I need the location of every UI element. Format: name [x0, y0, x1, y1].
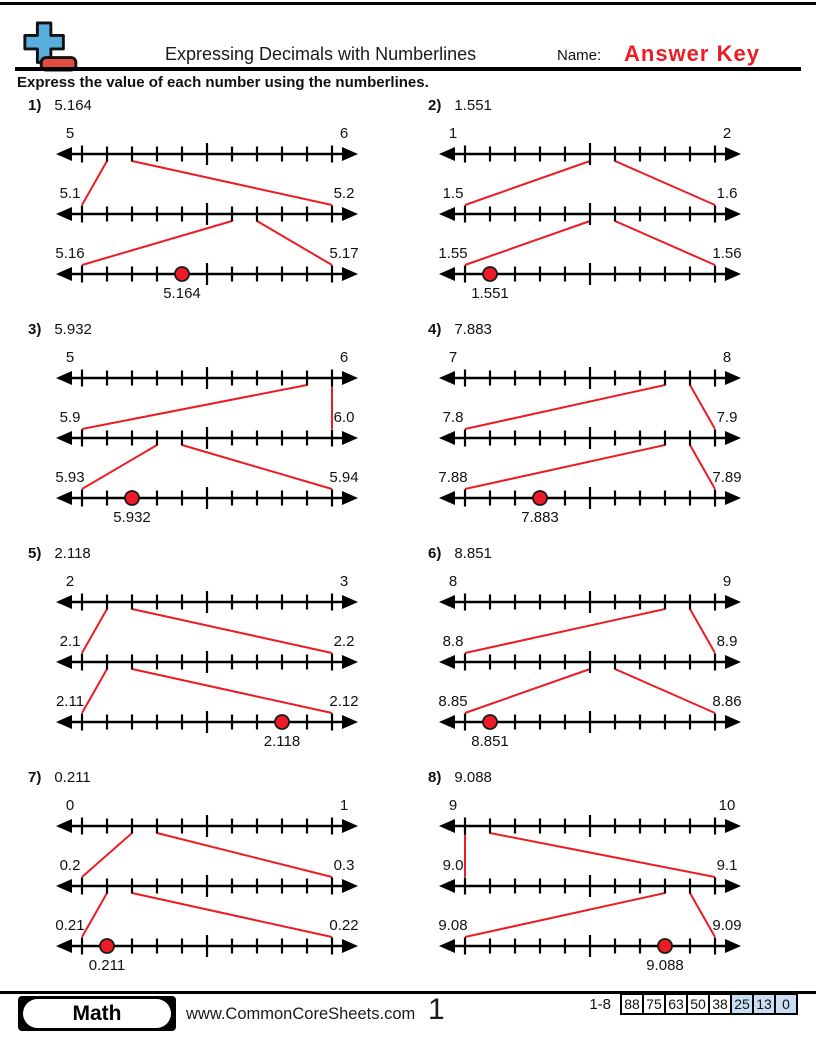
problem-value: 7.883 — [454, 321, 492, 338]
answer-label: 8.851 — [471, 733, 509, 750]
zoom-connector-right — [615, 161, 715, 205]
right-arrow-icon — [725, 595, 741, 609]
numberlines-diagram — [423, 340, 783, 532]
zoom-connector-left — [82, 669, 107, 713]
score-cell: 0 — [774, 993, 798, 1015]
problem-header — [28, 770, 400, 788]
numberline-3 — [56, 693, 359, 733]
right-arrow-icon — [725, 147, 741, 161]
answer-dot — [175, 267, 189, 281]
numberlines-diagram — [423, 788, 783, 980]
left-arrow-icon — [56, 655, 72, 669]
numberline-2 — [56, 185, 358, 225]
numberline-1 — [439, 797, 741, 837]
answer-label: 5.932 — [113, 509, 151, 526]
numberline-1 — [56, 797, 358, 837]
answer-label: 0.211 — [88, 957, 126, 974]
left-end-label: 1 — [448, 125, 458, 142]
problem-value: 2.118 — [54, 545, 91, 562]
problem-number: 8) — [428, 769, 442, 786]
answer-label: 5.164 — [163, 285, 201, 302]
problem-header — [28, 98, 400, 116]
left-end-label: 1.55 — [438, 245, 468, 262]
zoom-connector-right — [690, 385, 715, 429]
right-arrow-icon — [342, 267, 358, 281]
zoom-connector-left — [82, 161, 107, 205]
left-arrow-icon — [56, 879, 72, 893]
right-end-label: 6 — [339, 125, 349, 142]
problem-2 — [428, 98, 800, 322]
numberline-1 — [56, 125, 358, 165]
zoom-connector-right — [182, 445, 332, 489]
zoom-connector-left — [465, 161, 590, 205]
website-url: www.CommonCoreSheets.com — [186, 1005, 416, 1023]
right-end-label: 9 — [722, 573, 732, 590]
problem-header — [428, 98, 800, 116]
right-arrow-icon — [725, 491, 741, 505]
numberline-3 — [438, 917, 741, 957]
problem-value: 5.164 — [54, 97, 92, 114]
left-arrow-icon — [439, 491, 455, 505]
zoom-connector-right — [157, 833, 332, 877]
left-arrow-icon — [439, 371, 455, 385]
numberline-2 — [439, 633, 741, 673]
left-arrow-icon — [56, 267, 72, 281]
left-end-label: 2.1 — [59, 633, 81, 650]
numberline-1 — [56, 573, 358, 613]
left-end-label: 5.16 — [55, 245, 85, 262]
zoom-connector-right — [132, 893, 332, 937]
right-arrow-icon — [342, 431, 358, 445]
zoom-connector-left — [82, 385, 307, 429]
left-end-label: 9 — [448, 797, 458, 814]
left-end-label: 8.8 — [442, 633, 464, 650]
right-end-label: 5.17 — [329, 245, 359, 262]
right-end-label: 6.0 — [333, 409, 355, 426]
left-end-label: 7.88 — [438, 469, 468, 486]
problem-7 — [28, 770, 400, 994]
problem-number: 5) — [28, 545, 42, 562]
numberline-1 — [439, 125, 741, 165]
left-end-label: 0.2 — [59, 857, 81, 874]
zoom-connector-left — [465, 385, 665, 429]
numberline-3 — [55, 917, 358, 957]
left-end-label: 7.8 — [442, 409, 464, 426]
score-cell: 88 — [620, 993, 644, 1015]
answer-dot — [533, 491, 547, 505]
zoom-connector-left — [82, 893, 107, 937]
problem-number: 6) — [428, 545, 442, 562]
problem-number: 2) — [428, 97, 442, 114]
left-end-label: 8 — [448, 573, 458, 590]
zoom-connector-right — [615, 221, 715, 265]
right-arrow-icon — [725, 715, 741, 729]
zoom-connector-right — [132, 609, 332, 653]
instruction-text: Express the value of each number using the numberlines. — [17, 74, 429, 91]
problem-number: 3) — [28, 321, 42, 338]
left-arrow-icon — [439, 819, 455, 833]
right-arrow-icon — [725, 371, 741, 385]
right-end-label: 5.94 — [329, 469, 359, 486]
left-end-label: 1.5 — [442, 185, 464, 202]
zoom-connector-right — [690, 893, 715, 937]
commoncoresheets-logo-icon — [16, 20, 78, 72]
right-end-label: 2.12 — [329, 693, 359, 710]
zoom-connector-right — [690, 445, 715, 489]
right-arrow-icon — [342, 715, 358, 729]
name-label: Name: — [557, 47, 602, 64]
score-cell: 38 — [708, 993, 732, 1015]
numberline-3 — [55, 245, 358, 285]
right-end-label: 8.86 — [712, 693, 742, 710]
page-number: 1 — [428, 993, 445, 1026]
left-arrow-icon — [56, 715, 72, 729]
subject-badge — [18, 996, 176, 1031]
problem-number: 7) — [28, 769, 42, 786]
right-arrow-icon — [725, 655, 741, 669]
left-end-label: 5.93 — [55, 469, 85, 486]
numberline-1 — [439, 573, 741, 613]
answer-dot — [125, 491, 139, 505]
score-table — [589, 993, 798, 1015]
numberline-1 — [439, 349, 741, 389]
left-arrow-icon — [56, 491, 72, 505]
numberline-3 — [438, 693, 741, 733]
right-arrow-icon — [725, 879, 741, 893]
numberline-2 — [439, 857, 741, 897]
left-arrow-icon — [439, 715, 455, 729]
left-end-label: 5.9 — [59, 409, 81, 426]
right-end-label: 0.3 — [333, 857, 355, 874]
right-end-label: 9.09 — [712, 917, 742, 934]
numberline-3 — [438, 469, 741, 509]
problem-value: 5.932 — [54, 321, 92, 338]
zoom-connector-right — [257, 221, 332, 265]
zoom-connector-left — [82, 833, 132, 877]
right-end-label: 0.22 — [329, 917, 359, 934]
problem-number: 1) — [28, 97, 42, 114]
problem-header — [28, 322, 400, 340]
answer-label: 9.088 — [646, 957, 684, 974]
numberline-1 — [56, 349, 358, 389]
right-end-label: 1.56 — [712, 245, 742, 262]
right-arrow-icon — [725, 939, 741, 953]
left-end-label: 2 — [65, 573, 75, 590]
problem-value: 0.211 — [54, 769, 91, 786]
zoom-connector-left — [465, 893, 665, 937]
right-arrow-icon — [342, 879, 358, 893]
left-end-label: 5 — [65, 349, 75, 366]
right-end-label: 9.1 — [716, 857, 738, 874]
answer-label: 7.883 — [521, 509, 559, 526]
problem-value: 8.851 — [454, 545, 492, 562]
answer-dot — [483, 715, 497, 729]
left-arrow-icon — [56, 819, 72, 833]
problem-value: 1.551 — [454, 97, 492, 114]
problem-header — [28, 546, 400, 564]
right-end-label: 3 — [339, 573, 349, 590]
right-end-label: 6 — [339, 349, 349, 366]
left-arrow-icon — [56, 371, 72, 385]
left-end-label: 5.1 — [59, 185, 81, 202]
score-cell: 25 — [730, 993, 754, 1015]
right-arrow-icon — [342, 595, 358, 609]
numberlines-diagram — [423, 564, 783, 756]
score-cell: 75 — [642, 993, 666, 1015]
right-arrow-icon — [342, 819, 358, 833]
problem-6 — [428, 546, 800, 770]
numberline-2 — [56, 409, 358, 449]
left-end-label: 5 — [65, 125, 75, 142]
problem-value: 9.088 — [454, 769, 492, 786]
score-cell: 13 — [752, 993, 776, 1015]
numberlines-diagram — [40, 116, 400, 308]
zoom-connector-right — [690, 609, 715, 653]
right-arrow-icon — [342, 655, 358, 669]
left-end-label: 0 — [65, 797, 75, 814]
zoom-connector-right — [132, 669, 332, 713]
subject-label: Math — [23, 999, 171, 1028]
score-cells — [620, 993, 798, 1015]
left-end-label: 9.0 — [442, 857, 464, 874]
problem-header — [428, 322, 800, 340]
right-end-label: 5.2 — [333, 185, 355, 202]
right-arrow-icon — [725, 431, 741, 445]
left-end-label: 0.21 — [55, 917, 85, 934]
top-border-rule — [0, 2, 816, 5]
zoom-connector-left — [465, 445, 665, 489]
left-arrow-icon — [439, 147, 455, 161]
right-arrow-icon — [342, 147, 358, 161]
numberline-2 — [439, 409, 741, 449]
left-arrow-icon — [56, 147, 72, 161]
numberline-3 — [438, 245, 741, 285]
left-arrow-icon — [56, 939, 72, 953]
left-arrow-icon — [439, 207, 455, 221]
numberline-2 — [439, 185, 741, 225]
answer-label: 2.118 — [263, 733, 301, 750]
left-end-label: 7 — [448, 349, 458, 366]
answer-label: 1.551 — [471, 285, 509, 302]
left-end-label: 8.85 — [438, 693, 468, 710]
numberlines-diagram — [40, 788, 400, 980]
score-cell: 63 — [664, 993, 688, 1015]
answer-dot — [100, 939, 114, 953]
left-end-label: 9.08 — [438, 917, 468, 934]
problem-8 — [428, 770, 800, 994]
score-cell: 50 — [686, 993, 710, 1015]
left-arrow-icon — [439, 267, 455, 281]
right-end-label: 7.9 — [716, 409, 738, 426]
right-arrow-icon — [342, 491, 358, 505]
numberline-3 — [55, 469, 358, 509]
right-end-label: 1 — [339, 797, 349, 814]
right-arrow-icon — [342, 939, 358, 953]
zoom-connector-right — [490, 833, 715, 877]
answer-key-value: Answer Key — [624, 41, 760, 66]
right-end-label: 8 — [722, 349, 732, 366]
zoom-connector-left — [82, 609, 107, 653]
problem-3 — [28, 322, 400, 546]
right-arrow-icon — [725, 207, 741, 221]
numberlines-diagram — [40, 340, 400, 532]
problem-number: 4) — [428, 321, 442, 338]
right-arrow-icon — [725, 267, 741, 281]
zoom-connector-right — [132, 161, 332, 205]
right-end-label: 7.89 — [712, 469, 742, 486]
right-end-label: 8.9 — [716, 633, 738, 650]
problem-header — [428, 546, 800, 564]
problem-4 — [428, 322, 800, 546]
zoom-connector-left — [82, 445, 157, 489]
answer-dot — [275, 715, 289, 729]
problem-5 — [28, 546, 400, 770]
zoom-connector-left — [465, 221, 590, 265]
left-arrow-icon — [439, 655, 455, 669]
header-divider — [15, 67, 801, 71]
left-arrow-icon — [56, 595, 72, 609]
right-end-label: 2 — [722, 125, 732, 142]
zoom-connector-left — [82, 221, 232, 265]
zoom-connector-left — [465, 609, 665, 653]
right-end-label: 10 — [718, 797, 736, 814]
problems-grid — [28, 98, 800, 994]
numberlines-diagram — [40, 564, 400, 756]
numberline-2 — [56, 857, 358, 897]
left-end-label: 2.11 — [55, 693, 85, 710]
left-arrow-icon — [439, 431, 455, 445]
zoom-connector-right — [615, 669, 715, 713]
answer-dot — [483, 267, 497, 281]
right-end-label: 1.6 — [716, 185, 738, 202]
right-end-label: 2.2 — [333, 633, 355, 650]
left-arrow-icon — [439, 595, 455, 609]
right-arrow-icon — [342, 207, 358, 221]
numberlines-diagram — [423, 116, 783, 308]
left-arrow-icon — [439, 939, 455, 953]
left-arrow-icon — [56, 431, 72, 445]
page-title: Expressing Decimals with Numberlines — [165, 44, 477, 64]
zoom-connector-left — [465, 669, 590, 713]
right-arrow-icon — [342, 371, 358, 385]
left-arrow-icon — [439, 879, 455, 893]
score-range-label: 1-8 — [589, 995, 611, 1013]
problem-1 — [28, 98, 400, 322]
left-arrow-icon — [56, 207, 72, 221]
right-arrow-icon — [725, 819, 741, 833]
answer-dot — [658, 939, 672, 953]
numberline-2 — [56, 633, 358, 673]
problem-header — [428, 770, 800, 788]
